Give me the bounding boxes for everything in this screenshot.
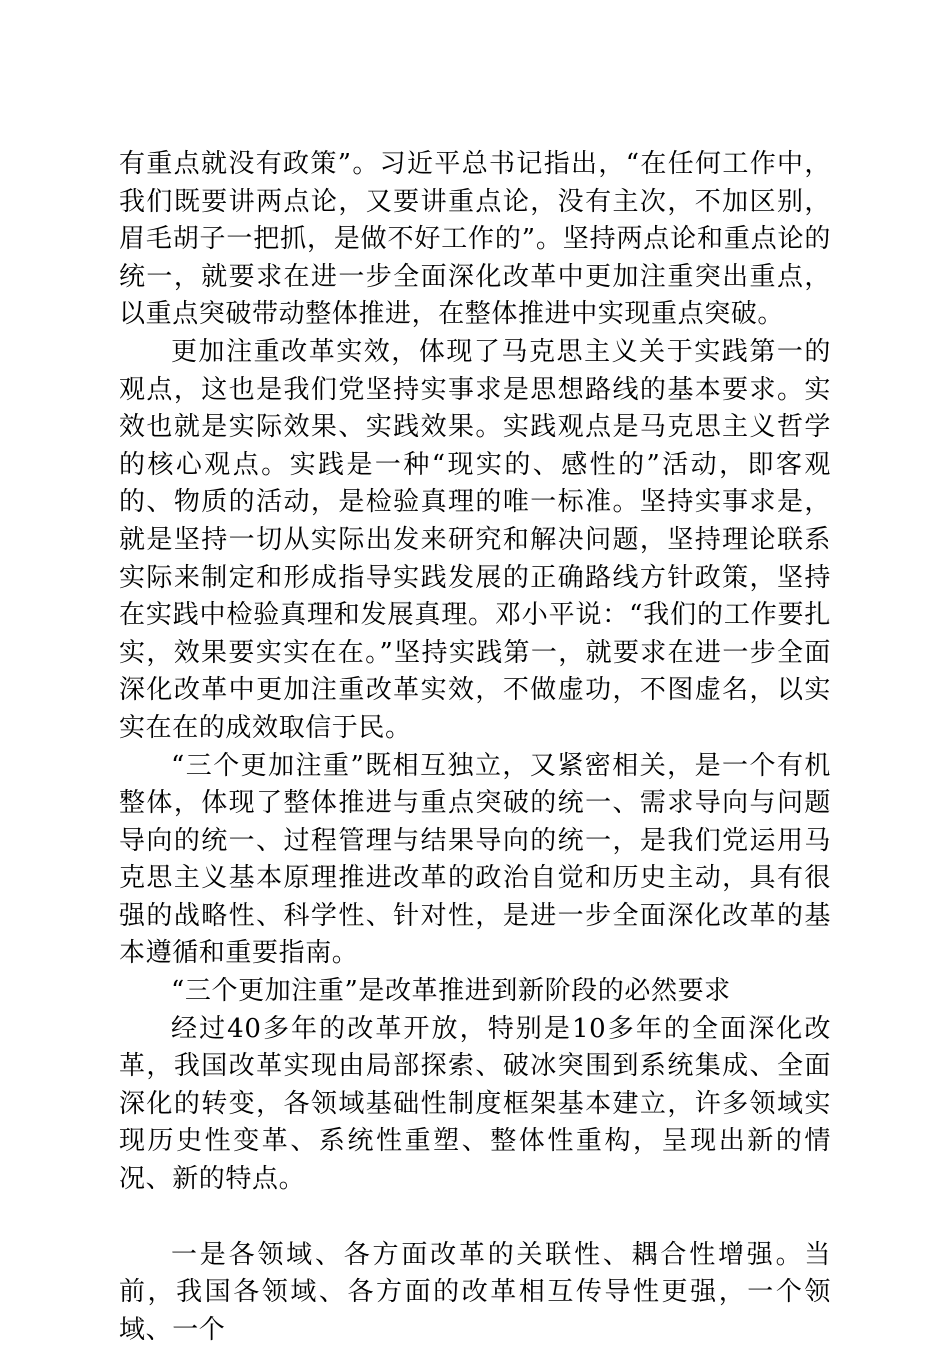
- document-body: [119, 146, 831, 1349]
- paragraph-forty-years: 经过40多年的改革开放，特别是10多年的全面深化改革，我国改革实现由局部探索、破冰突围到系统集成、全面深化的转变，各领域基础性制度框架基本建立，许多领域实现历史性变革、系统性重塑、整体性重构，呈现出新的情况、新的特点。: [119, 1013, 831, 1195]
- paragraph-reform-effectiveness: 更加注重改革实效，体现了马克思主义关于实践第一的观点，这也是我们党坚持实事求是思想路线的基本要求。实效也就是实际效果、实践效果。实践观点是马克思主义哲学的核心观点。实践是一种“现实的、感性的”活动，即客观的、物质的活动，是检验真理的唯一标准。坚持实事求是，就是坚持一切从实际出发来研究和解决问题，坚持理论联系实际来制定和形成指导实践发展的正确路线方针政策，坚持在实践中检验真理和发展真理。邓小平说：“我们的工作要扎实，效果要实实在在。”坚持实践第一，就要求在进一步全面深化改革中更加注重改革实效，不做虚功，不图虚名，以实实在在的成效取信于民。: [119, 336, 831, 743]
- paragraph-first-point: 一是各领域、各方面改革的关联性、耦合性增强。当前，我国各领域、各方面的改革相互传导性更强，一个领域、一个: [119, 1239, 831, 1345]
- paragraph-continuation: 有重点就没有政策”。习近平总书记指出，“在任何工作中，我们既要讲两点论，又要讲重点论，没有主次，不加区别，眉毛胡子一把抓，是做不好工作的”。坚持两点论和重点论的统一，就要求在进一步全面深化改革中更加注重突出重点，以重点突破带动整体推进，在整体推进中实现重点突破。: [119, 149, 831, 330]
- paragraph-three-emphases: “三个更加注重”既相互独立，又紧密相关，是一个有机整体，体现了整体推进与重点突破的统一、需求导向与问题导向的统一、过程管理与结果导向的统一，是我们党运用马克思主义基本原理推进改革的政治自觉和历史主动，具有很强的战略性、科学性、针对性，是进一步全面深化改革的基本遵循和重要指南。: [119, 750, 831, 969]
- section-heading: “三个更加注重”是改革推进到新阶段的必然要求: [171, 976, 731, 1007]
